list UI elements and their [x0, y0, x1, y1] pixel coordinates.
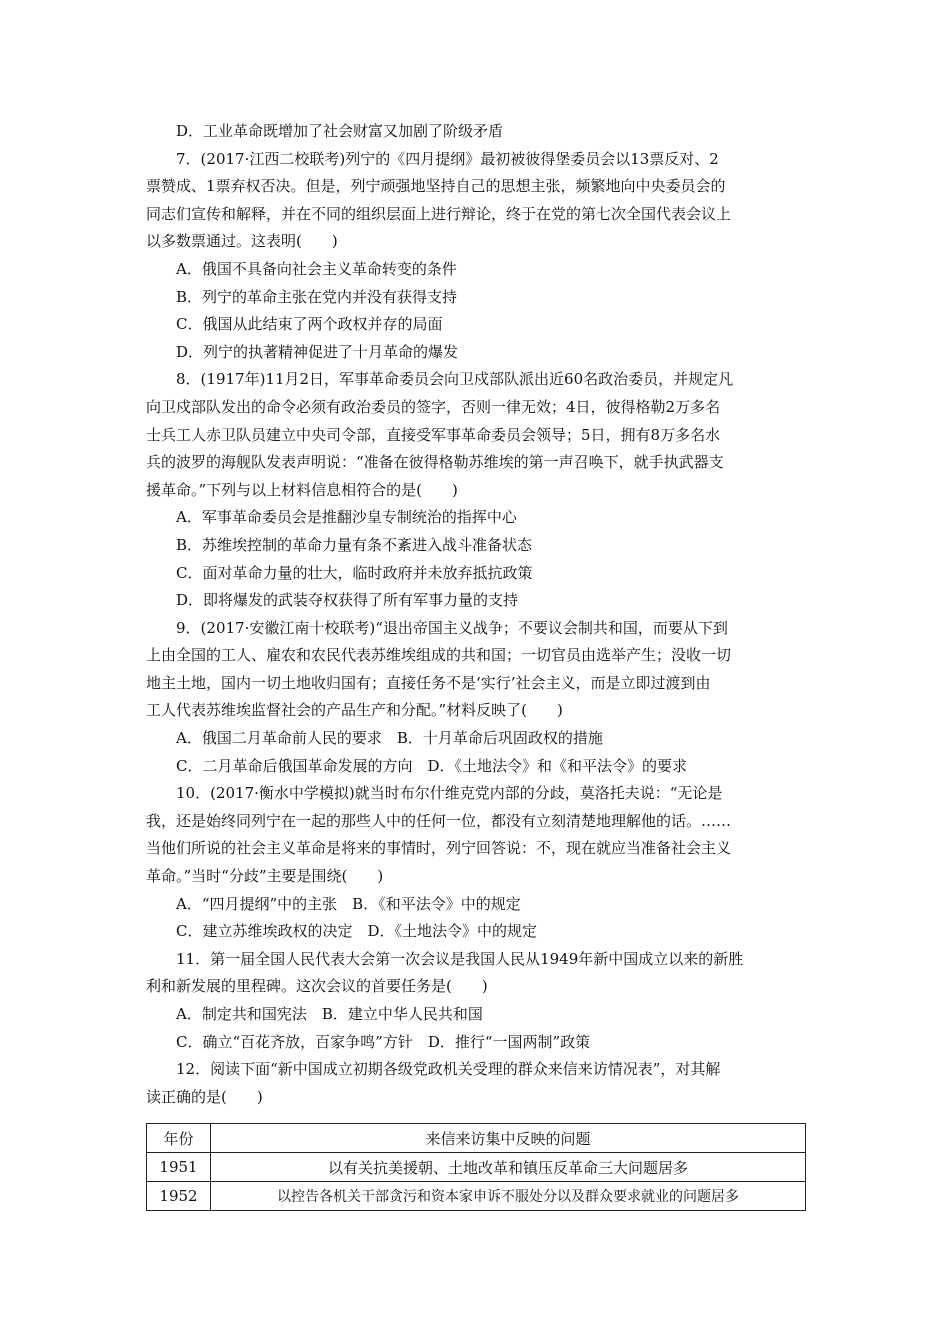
text-line: A．俄国不具备向社会主义革命转变的条件	[176, 259, 457, 278]
text-line: 7．(2017·江西二校联考)列宁的《四月提纲》最初被彼得堡委员会以13票反对、2	[176, 149, 719, 168]
table-header-cell: 来信来访集中反映的问题	[211, 1124, 806, 1153]
text-line: 工人代表苏维埃监督社会的产品生产和分配。”材料反映了( )	[146, 701, 563, 720]
text-line: 同志们宣传和解释，并在不同的组织层面上进行辩论，终于在党的第七次全国代表会议上	[146, 204, 732, 223]
text-line: 向卫戍部队发出的命令必须有政治委员的签字，否则一律无效；4日，彼得格勒2万多名	[146, 397, 721, 416]
table-cell-issue: 以有关抗美援朝、土地改革和镇压反革命三大问题居多	[211, 1153, 806, 1182]
letters-visits-table	[146, 1123, 806, 1211]
text-line: 革命。”当时“分歧”主要是围绕( )	[146, 867, 384, 886]
text-line: B．苏维埃控制的革命力量有条不紊进入战斗准备状态	[176, 535, 533, 554]
text-line: 上由全国的工人、雇农和农民代表苏维埃组成的共和国；一切官员由选举产生；没收一切	[146, 646, 732, 665]
text-line: 票赞成、1票弃权否决。但是，列宁顽强地坚持自己的思想主张，频繁地向中央委员会的	[146, 177, 726, 196]
text-line: C．面对革命力量的壮大，临时政府并未放弃抵抗政策	[176, 563, 533, 582]
text-line: 读正确的是( )	[146, 1087, 263, 1106]
text-line: 11．第一届全国人民代表大会第一次会议是我国人民从1949年新中国成立以来的新胜	[176, 949, 744, 968]
text-line: 10．(2017·衡水中学模拟)就当时布尔什维克党内部的分歧，莫洛托夫说：“无论是	[176, 784, 723, 803]
text-line: A．俄国二月革命前人民的要求 B．十月革命后巩固政权的措施	[176, 729, 603, 748]
text-line: C．俄国从此结束了两个政权并存的局面	[176, 315, 443, 334]
text-line: 援革命。”下列与以上材料信息相符合的是( )	[146, 480, 458, 499]
text-line: 士兵工人赤卫队员建立中央司令部，直接受军事革命委员会领导；5日，拥有8万多名水	[146, 425, 721, 444]
text-line: 8．(1917年)11月2日，军事革命委员会向卫戍部队派出近60名政治委员，并规定凡	[176, 370, 734, 389]
text-line: 利和新发展的里程碑。这次会议的首要任务是( )	[146, 977, 488, 996]
table-row	[147, 1153, 806, 1182]
text-line: 以多数票通过。这表明( )	[146, 232, 338, 251]
text-line: 9．(2017·安徽江南十校联考)“退出帝国主义战争；不要议会制共和国，而要从下到	[176, 618, 728, 637]
table-header-cell: 年份	[147, 1124, 211, 1153]
document-body	[146, 118, 806, 1111]
text-line: C．建立苏维埃政权的决定 D．《土地法令》中的规定	[176, 922, 538, 941]
text-line: A．“四月提纲”中的主张 B．《和平法令》中的规定	[176, 894, 521, 913]
table-cell-year: 1951	[147, 1153, 211, 1182]
text-line: 我，还是始终同列宁在一起的那些人中的任何一位，都没有立刻清楚地理解他的话。……	[146, 811, 732, 830]
text-line: D．即将爆发的武装夺权获得了所有军事力量的支持	[176, 591, 519, 610]
text-line: C．确立“百花齐放，百家争鸣”方针 D．推行“一国两制”政策	[176, 1032, 591, 1051]
table-header-row	[147, 1124, 806, 1153]
table-cell-year: 1952	[147, 1182, 211, 1211]
text-line: A．军事革命委员会是推翻沙皇专制统治的指挥中心	[176, 508, 517, 527]
text-line: 12．阅读下面“新中国成立初期各级党政机关受理的群众来信来访情况表”，对其解	[176, 1060, 721, 1079]
text-line: D．工业革命既增加了社会财富又加剧了阶级矛盾	[176, 122, 504, 140]
text-line: C．二月革命后俄国革命发展的方向 D．《土地法令》和《和平法令》的要求	[176, 756, 688, 775]
text-line: D．列宁的执著精神促进了十月革命的爆发	[176, 342, 459, 361]
table-cell-issue: 以控告各机关干部贪污和资本家申诉不服处分以及群众要求就业的问题居多	[211, 1182, 806, 1211]
text-line: B．列宁的革命主张在党内并没有获得支持	[176, 287, 458, 306]
text-line: A．制定共和国宪法 B．建立中华人民共和国	[176, 1005, 483, 1023]
text-line: 地主土地，国内一切土地收归国有；直接任务不是‘实行’社会主义，而是立即过渡到由	[146, 673, 711, 692]
text-line: 兵的波罗的海舰队发表声明说：“准备在彼得格勒苏维埃的第一声召唤下，就手执武器支	[146, 453, 724, 472]
text-line: 当他们所说的社会主义革命是将来的事情时，列宁回答说：不，现在就应当准备社会主义	[146, 839, 732, 858]
table-row	[147, 1182, 806, 1211]
